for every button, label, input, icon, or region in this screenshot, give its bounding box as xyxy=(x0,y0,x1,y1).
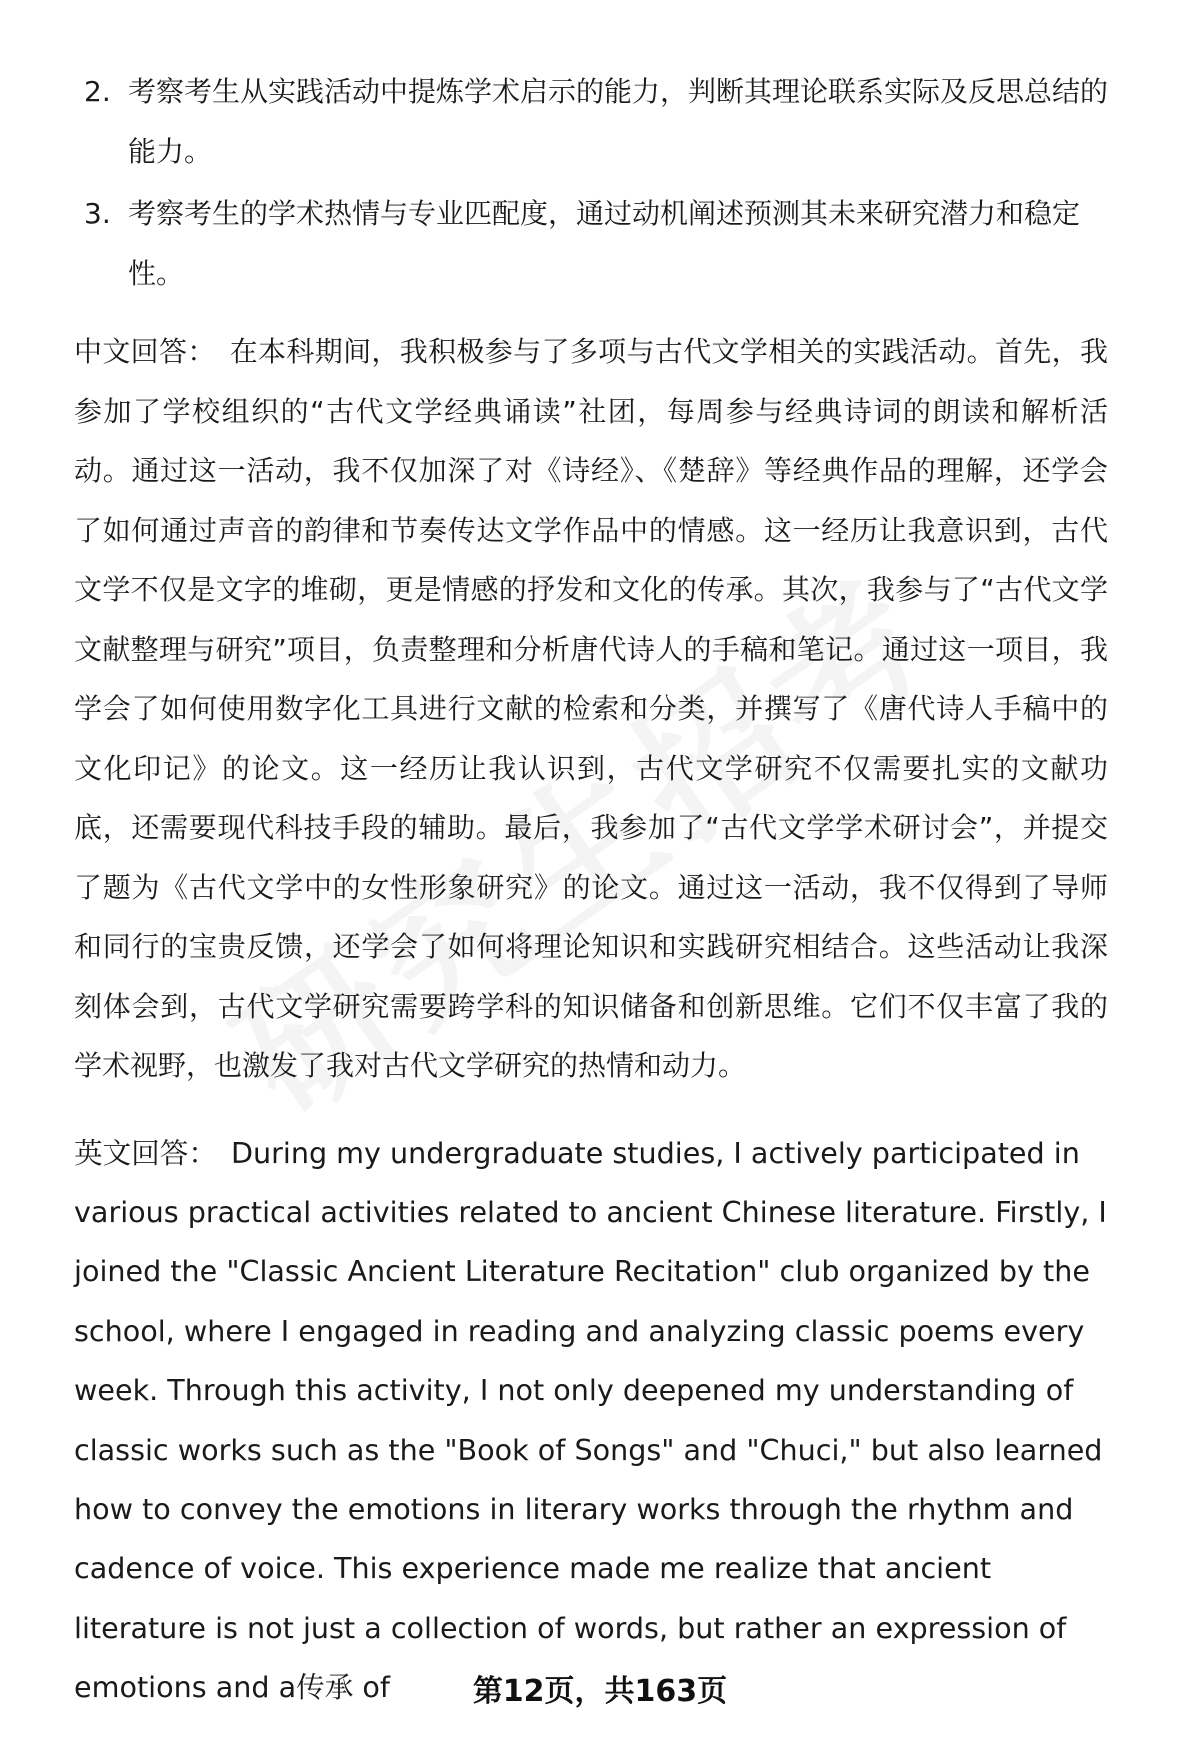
chinese-answer-label: 中文回答： xyxy=(74,335,216,368)
english-answer-paragraph xyxy=(74,1124,1108,1718)
assessment-criteria-list xyxy=(74,62,1108,304)
chinese-answer-paragraph xyxy=(74,322,1108,1096)
criteria-number: 2. xyxy=(84,75,111,108)
page-footer xyxy=(0,1672,1200,1712)
page-indicator: 第12页，共163页 xyxy=(472,1674,728,1709)
criteria-text: 考察考生从实践活动中提炼学术启示的能力，判断其理论联系实际及反思总结的能力。 xyxy=(128,75,1109,168)
criteria-number: 3. xyxy=(84,197,111,230)
chinese-answer-text: 在本科期间，我积极参与了多项与古代文学相关的实践活动。首先，我参加了学校组织的“古代文学经典诵读”社团，每周参与经典诗词的朗读和解析活动。通过这一活动，我不仅加深了对《诗经》、《楚辞》等经典作品的理解，还学会了如何通过声音的韵律和节奏传达文学作品中的情感。这一经历让我意识到，古代文学不仅是文字的堆砌，更是情感的抒发和文化的传承。其次，我参与了“古代文学文献整理与研究”项目，负责整理和分析唐代诗人的手稿和笔记。通过这一项目，我学会了如何使用数字化工具进行文献的检索和分类，并撰写了《唐代诗人手稿中的文化印记》的论文。这一经历让我认识到，古代文学研究不仅需要扎实的文献功底，还需要现代科技手段的辅助。最后，我参加了“古代文学学术研讨会”，并提交了题为《古代文学中的女性形象研究》的论文。通过这一活动，我不仅得到了导师和同行的宝贵反馈，还学会了如何将理论知识和实践研究相结合。这些活动让我深刻体会到，古代文学研究需要跨学科的知识储备和创新思维。它们不仅丰富了我的学术视野，也激发了我对古代文学研究的热情和动力。 xyxy=(74,335,1108,1082)
criteria-item xyxy=(74,62,1108,182)
criteria-text: 考察考生的学术热情与专业匹配度，通过动机阐述预测其未来研究潜力和稳定性。 xyxy=(128,197,1081,290)
english-answer-label: 英文回答： xyxy=(74,1135,217,1170)
criteria-item xyxy=(74,184,1108,304)
english-answer-text: During my undergraduate studies, I actively participated in various practical activities related to ancient Chinese literature. Firstly, I joined the "Classic Ancient Literature Recitation" club organized by the school, where I engaged in reading and analyzing classic poems every week. Through this activity, I not only deepened my understanding of classic works such as the "Book of Songs" and "Chuci," but also learned how to convey the emotions in literary works through the rhythm and cadence of voice. This experience made me realize that ancient literature is not just a collection of words, but rather an expression of emotions and a传承 of xyxy=(74,1135,1107,1705)
